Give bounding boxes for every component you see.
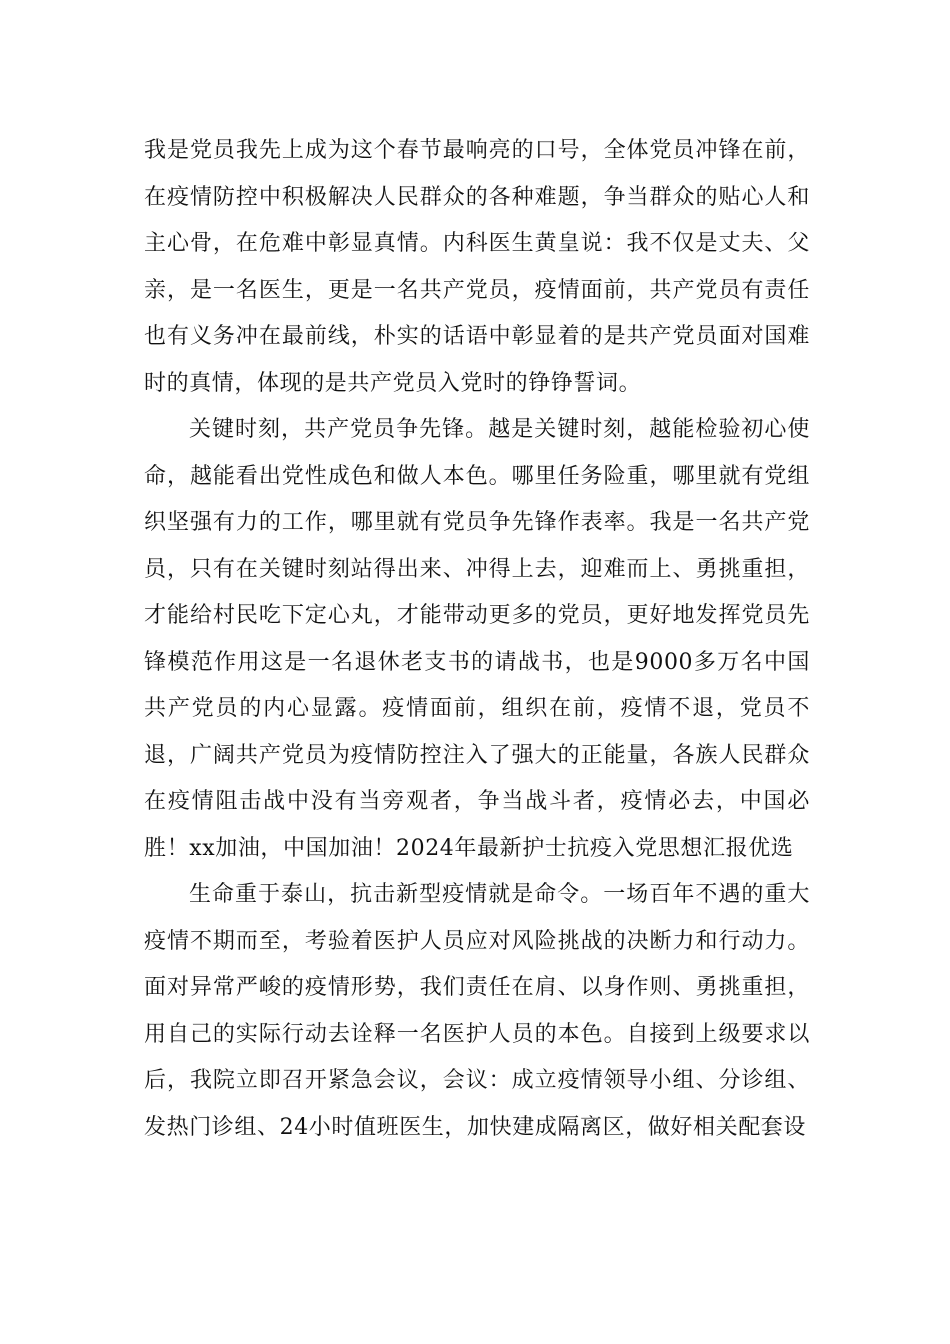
document-body [144,128,810,1151]
paragraph-life-mission: 生命重于泰山，抗击新型疫情就是命令。一场百年不遇的重大疫情不期而至，考验着医护人员应对风险挑战的决断力和行动力。面对异常严峻的疫情形势，我们责任在肩、以身作则、勇挑重担，用自己的实际行动去诠释一名医护人员的本色。自接到上级要求以后，我院立即召开紧急会议，会议：成立疫情领导小组、分诊组、发热门诊组、24小时值班医生，加快建成隔离区，做好相关配套设 [144,882,810,1140]
paragraph-critical-moment: 关键时刻，共产党员争先锋。越是关键时刻，越能检验初心使命，越能看出党性成色和做人本色。哪里任务险重，哪里就有党组织坚强有力的工作，哪里就有党员争先锋作表率。我是一名共产党员，只有在关键时刻站得出来、冲得上去，迎难而上、勇挑重担，才能给村民吃下定心丸，才能带动更多的党员，更好地发挥党员先锋模范作用这是一名退休老支书的请战书，也是9000多万名中国共产党员的内心显露。疫情面前，组织在前，疫情不退，党员不退，广阔共产党员为疫情防控注入了强大的正能量，各族人民群众在疫情阻击战中没有当旁观者，争当战斗者，疫情必去，中国必胜！xx加油，中国加油！2024年最新护士抗疫入党思想汇报优选 [144,417,810,861]
paragraph-party-member-slogan: 我是党员我先上成为这个春节最响亮的口号，全体党员冲锋在前，在疫情防控中积极解决人民群众的各种难题，争当群众的贴心人和主心骨，在危难中彰显真情。内科医生黄皇说：我不仅是丈夫、父亲，是一名医生，更是一名共产党员，疫情面前，共产党员有责任也有义务冲在最前线，朴实的话语中彰显着的是共产党员面对国难时的真情，体现的是共产党员入党时的铮铮誓词。 [144,138,810,396]
